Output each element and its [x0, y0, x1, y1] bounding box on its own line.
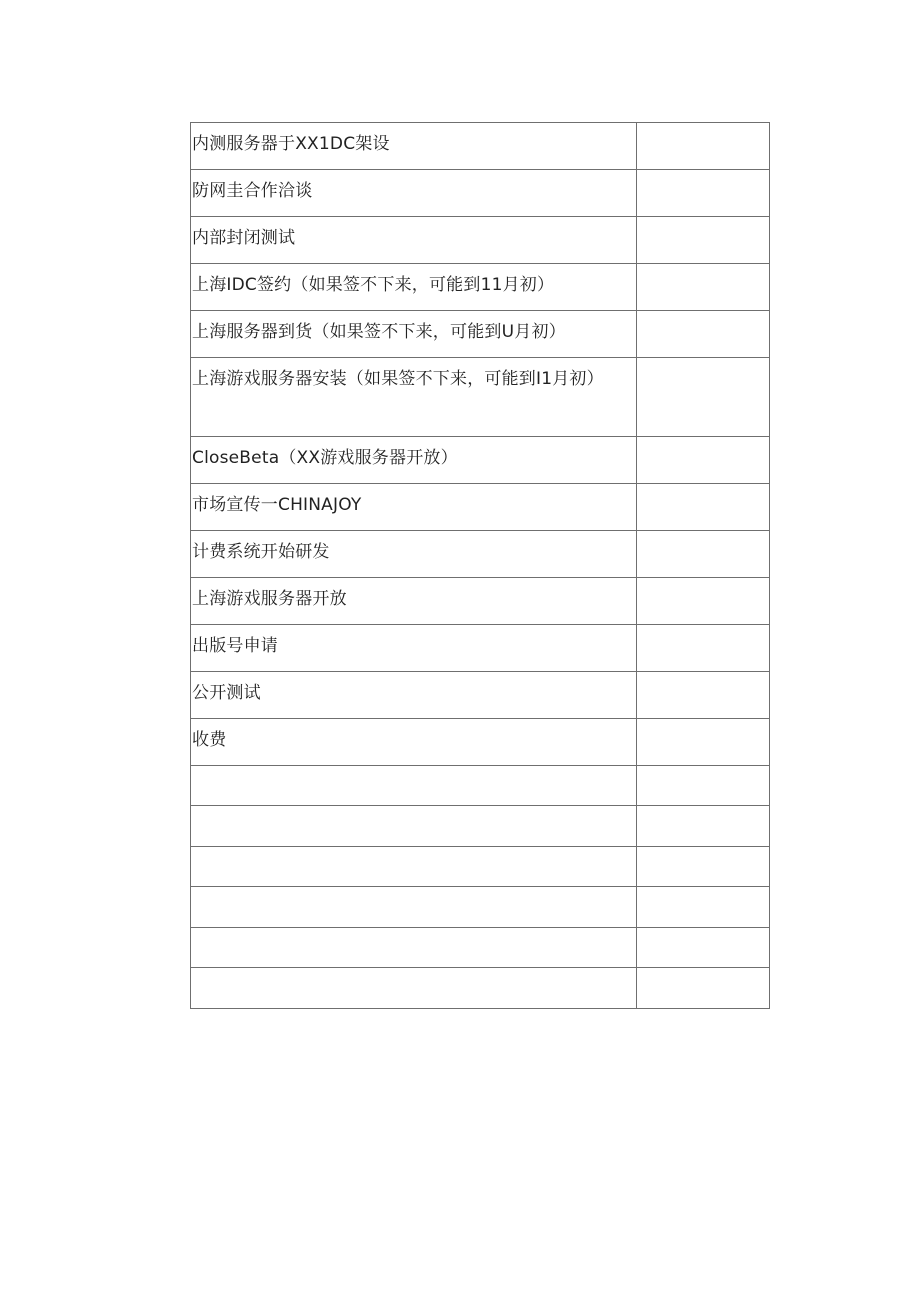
table-row [191, 358, 770, 437]
task-cell: 市场宣传一CHINAJOY [191, 484, 637, 531]
task-cell: 上海IDC签约（如果签不下来，可能到11月初） [191, 264, 637, 311]
note-cell [636, 531, 769, 578]
table-row [191, 170, 770, 217]
note-cell [636, 625, 769, 672]
task-cell [191, 847, 637, 887]
task-cell [191, 928, 637, 968]
table-row [191, 578, 770, 625]
table-row [191, 264, 770, 311]
table-row [191, 625, 770, 672]
note-cell [636, 672, 769, 719]
note-cell [636, 123, 769, 170]
task-cell [191, 968, 637, 1009]
task-cell: 收费 [191, 719, 637, 766]
task-cell: 出版号申请 [191, 625, 637, 672]
table-row [191, 123, 770, 170]
note-cell [636, 968, 769, 1009]
task-cell: CloseBeta（XX游戏服务器开放） [191, 437, 637, 484]
note-cell [636, 264, 769, 311]
note-cell [636, 806, 769, 847]
note-cell [636, 217, 769, 264]
note-cell [636, 847, 769, 887]
table-row [191, 968, 770, 1009]
table-row [191, 672, 770, 719]
task-cell: 上海游戏服务器安装（如果签不下来，可能到I1月初） [191, 358, 637, 437]
table-row [191, 928, 770, 968]
schedule-table [190, 122, 770, 1009]
note-cell [636, 170, 769, 217]
table-row [191, 437, 770, 484]
note-cell [636, 358, 769, 437]
note-cell [636, 311, 769, 358]
task-cell: 防网圭合作洽谈 [191, 170, 637, 217]
table-row [191, 217, 770, 264]
task-cell [191, 887, 637, 928]
table-row [191, 806, 770, 847]
task-cell: 内部封闭测试 [191, 217, 637, 264]
table-row [191, 531, 770, 578]
note-cell [636, 578, 769, 625]
note-cell [636, 928, 769, 968]
task-cell: 上海游戏服务器开放 [191, 578, 637, 625]
task-cell: 计费系统开始研发 [191, 531, 637, 578]
table-row [191, 887, 770, 928]
task-cell: 公开测试 [191, 672, 637, 719]
table-row [191, 719, 770, 766]
task-cell: 上海服务器到货（如果签不下来，可能到U月初） [191, 311, 637, 358]
note-cell [636, 484, 769, 531]
table-row [191, 847, 770, 887]
table-row [191, 484, 770, 531]
task-cell [191, 766, 637, 806]
task-cell [191, 806, 637, 847]
note-cell [636, 437, 769, 484]
table-row [191, 311, 770, 358]
note-cell [636, 766, 769, 806]
table-row [191, 766, 770, 806]
task-cell: 内测服务器于XX1DC架设 [191, 123, 637, 170]
note-cell [636, 719, 769, 766]
note-cell [636, 887, 769, 928]
